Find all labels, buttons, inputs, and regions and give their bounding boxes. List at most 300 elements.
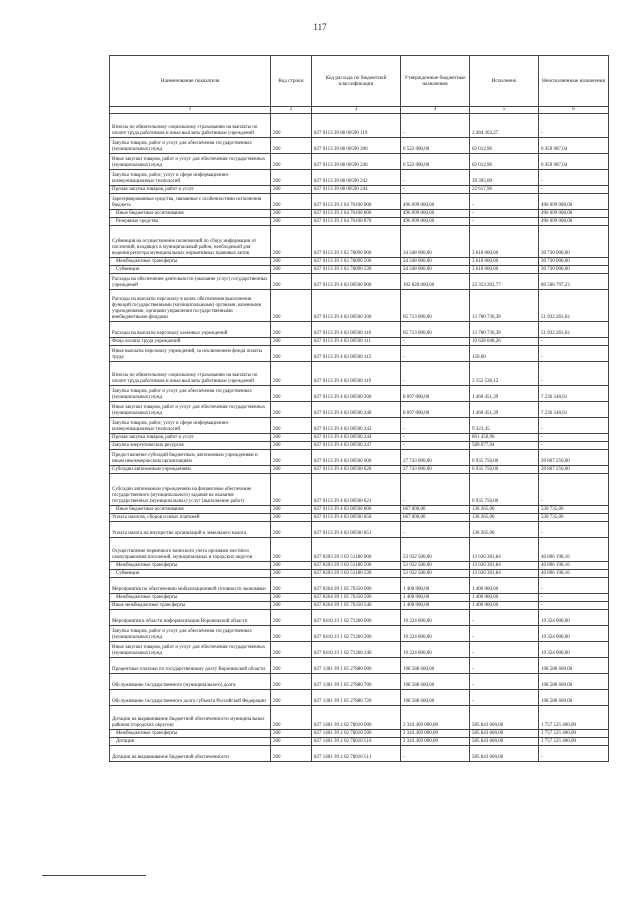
row-code: 200 <box>271 594 312 602</box>
row-kbk: 827 0113 39 4 03 00590 242 <box>312 418 401 434</box>
row-name: Расходы на выплаты персоналу в целях обеспечения выполнения функций государственными (муниципальными) органами, казенными учреждениями, органами управления государственными внебюджетными фондами <box>110 290 271 322</box>
row-plan: - <box>401 522 470 538</box>
row-name: Субсидии автономным учреждениям на финансовое обеспечение государственного (муниципального) задания на оказание государственных (муниципальных) услуг (выполнение работ) <box>110 474 271 506</box>
row-name: Дотации <box>110 738 271 746</box>
table-row <box>110 138 609 154</box>
row-rest: 40 896 198,16 <box>539 538 609 562</box>
header-kbk: Код расхода по бюджетной классификации <box>312 56 401 107</box>
row-code: 200 <box>271 466 312 474</box>
row-plan: 27 743 000,00 <box>401 450 470 466</box>
row-kbk: 827 0113 39 4 03 00590 850 <box>312 514 401 522</box>
row-code: 200 <box>271 386 312 402</box>
row-rest: 40 896 198,16 <box>539 562 609 570</box>
table-row <box>110 610 609 626</box>
table-row <box>110 450 609 466</box>
row-rest: 40 896 198,16 <box>539 570 609 578</box>
row-code: 200 <box>271 186 312 194</box>
row-rest: - <box>539 114 609 138</box>
row-code: 200 <box>271 738 312 746</box>
row-kbk: 827 0204 39 1 05 70350 500 <box>312 594 401 602</box>
table-row <box>110 186 609 194</box>
table-row <box>110 706 609 730</box>
row-code: 200 <box>271 674 312 690</box>
row-rest: 530 735,00 <box>539 514 609 522</box>
table-row <box>110 730 609 738</box>
row-exec: 136 265,00 <box>470 522 539 538</box>
row-rest: 198 588 600,00 <box>539 658 609 674</box>
row-exec: - <box>470 194 539 210</box>
row-rest: - <box>539 434 609 442</box>
row-code: 200 <box>271 602 312 610</box>
row-code: 200 <box>271 474 312 506</box>
row-kbk: 827 0113 39 4 03 00590 111 <box>312 338 401 346</box>
row-exec: 13 036 301,84 <box>470 538 539 562</box>
row-name: Иные бюджетные ассигнования <box>110 210 271 218</box>
row-name: Взносы по обязательному социальному страхованию на выплаты по оплате труда работников и иные выплаты работникам учреждений <box>110 362 271 386</box>
row-exec: - <box>470 674 539 690</box>
row-name: Закупка товаров, работ, услуг в сфере информационно-коммуникационных технологий <box>110 170 271 186</box>
row-rest: - <box>539 594 609 602</box>
row-kbk: 827 0113 39 4 03 00590 119 <box>312 362 401 386</box>
table-row <box>110 258 609 266</box>
row-name: Иные закупки товаров, работ и услуг для обеспечения государственных (муниципальных) нужд <box>110 402 271 418</box>
budget-execution-table <box>109 55 609 762</box>
row-plan: 198 588 600,00 <box>401 690 470 706</box>
row-rest: - <box>539 418 609 434</box>
row-rest: - <box>539 602 609 610</box>
table-row <box>110 442 609 450</box>
row-exec: 1 400 000,00 <box>470 594 539 602</box>
row-rest: 6 459 987,04 <box>539 154 609 170</box>
table-row <box>110 674 609 690</box>
row-plan: 496 099 000,00 <box>401 194 470 210</box>
row-rest: - <box>539 362 609 386</box>
row-code: 200 <box>271 274 312 290</box>
table-row <box>110 434 609 442</box>
row-rest: - <box>539 522 609 538</box>
row-plan: 8 697 000,00 <box>401 402 470 418</box>
colnum-2: 2 <box>271 107 312 114</box>
row-name: Иные закупки товаров, работ и услуг для обеспечения государственных (муниципальных) нужд <box>110 154 271 170</box>
row-name: Иные бюджетные ассигнования <box>110 506 271 514</box>
row-name: Межбюджетные трансферты <box>110 594 271 602</box>
row-name: Закупка товаров, работ и услуг для обеспечения государственных (муниципальных) нужд <box>110 626 271 642</box>
row-kbk: 827 0113 39 4 03 00590 800 <box>312 506 401 514</box>
row-name: Дотации на выравнивание бюджетной обеспеченности муниципальных районов (городских округов) <box>110 706 271 730</box>
colnum-1: 1 <box>110 107 271 114</box>
row-code: 200 <box>271 570 312 578</box>
row-name: Закупка товаров, работ и услуг для обеспечения государственных (муниципальных) нужд <box>110 386 271 402</box>
row-name: Субсидии автономным учреждениям <box>110 466 271 474</box>
row-rest: 80 506 797,23 <box>539 274 609 290</box>
row-plan: 2 343 369 000,00 <box>401 730 470 738</box>
row-kbk: 827 0113 39 3 02 78090 500 <box>312 258 401 266</box>
row-kbk: 827 0113 39 2 04 70100 000 <box>312 194 401 210</box>
row-exec: - <box>470 210 539 218</box>
table-row <box>110 386 609 402</box>
table-row <box>110 514 609 522</box>
row-exec: 1 400 000,00 <box>470 602 539 610</box>
colnum-6: 6 <box>539 107 609 114</box>
row-code: 200 <box>271 506 312 514</box>
row-plan: 2 343 369 000,00 <box>401 738 470 746</box>
row-name: Закупка товаров, работ, услуг в сфере информационно-коммуникационных технологий <box>110 418 271 434</box>
row-name: Дотации на выравнивание бюджетной обеспеченности <box>110 746 271 762</box>
row-kbk: 827 1401 39 2 02 78010 000 <box>312 706 401 730</box>
table-row <box>110 194 609 210</box>
table-row <box>110 474 609 506</box>
table-row <box>110 562 609 570</box>
row-name: Межбюджетные трансферты <box>110 258 271 266</box>
row-rest: - <box>539 746 609 762</box>
row-code: 200 <box>271 450 312 466</box>
row-code: 200 <box>271 746 312 762</box>
row-plan: - <box>401 474 470 506</box>
row-plan: - <box>401 746 470 762</box>
row-exec: 1 460 451,39 <box>470 402 539 418</box>
table-row <box>110 738 609 746</box>
row-code: 200 <box>271 322 312 338</box>
row-exec: 13 780 736,38 <box>470 290 539 322</box>
row-name: Уплата налога на имущество организаций и земельного налога <box>110 522 271 538</box>
header-exec: Исполнено <box>470 56 539 107</box>
row-plan: - <box>401 186 470 194</box>
row-kbk: 827 0113 39 08 00590 240 <box>312 154 401 170</box>
row-kbk: 827 0113 39 08 00590 200 <box>312 138 401 154</box>
row-exec: 13 036 301,84 <box>470 570 539 578</box>
row-rest: 30 730 000,00 <box>539 258 609 266</box>
column-number-row <box>110 107 609 114</box>
row-exec: 585 843 600,00 <box>470 746 539 762</box>
row-plan: - <box>401 418 470 434</box>
row-exec: - <box>470 626 539 642</box>
row-rest: 19 324 000,00 <box>539 610 609 626</box>
row-exec: - <box>470 610 539 626</box>
row-code: 200 <box>271 226 312 258</box>
table-row <box>110 362 609 386</box>
row-kbk: 827 0204 39 1 05 70350 000 <box>312 578 401 594</box>
table-row <box>110 594 609 602</box>
row-name: Прочая закупка товаров, работ и услуг <box>110 186 271 194</box>
row-plan: - <box>401 434 470 442</box>
row-code: 200 <box>271 290 312 322</box>
colnum-5: 5 <box>470 107 539 114</box>
row-kbk: 827 1301 39 1 05 27880 720 <box>312 690 401 706</box>
row-exec: 3 618 000,00 <box>470 266 539 274</box>
row-exec: 585 843 600,00 <box>470 730 539 738</box>
row-kbk: 827 0113 39 3 02 78090 000 <box>312 226 401 258</box>
row-name: Процентные платежи по государственному долгу Воронежской области <box>110 658 271 674</box>
row-kbk: 827 0113 39 2 04 70100 800 <box>312 210 401 218</box>
row-rest: 1 757 525 400,00 <box>539 738 609 746</box>
row-rest: 1 757 525 400,00 <box>539 730 609 738</box>
row-rest: - <box>539 186 609 194</box>
row-kbk: 827 0410 23 1 02 71260 200 <box>312 626 401 642</box>
row-code: 200 <box>271 210 312 218</box>
row-code: 200 <box>271 522 312 538</box>
row-plan: 34 348 000,00 <box>401 226 470 258</box>
row-rest: 7 236 548,61 <box>539 402 609 418</box>
row-plan: 496 099 000,00 <box>401 210 470 218</box>
row-rest: - <box>539 170 609 186</box>
row-kbk: 827 0113 39 4 03 00590 247 <box>312 442 401 450</box>
row-name: Закупка энергетических ресурсов <box>110 442 271 450</box>
row-code: 200 <box>271 690 312 706</box>
row-code: 200 <box>271 338 312 346</box>
row-plan: 102 820 000,00 <box>401 274 470 290</box>
table-row <box>110 346 609 362</box>
row-code: 200 <box>271 538 312 562</box>
row-name: Зарезервированные средства, связанные с особенностями исполнения бюджета <box>110 194 271 210</box>
colnum-4: 4 <box>401 107 470 114</box>
row-rest: 19 324 000,00 <box>539 626 609 642</box>
row-rest: 20 807 250,00 <box>539 466 609 474</box>
table-row <box>110 746 609 762</box>
row-rest: 496 099 000,00 <box>539 218 609 226</box>
row-rest: - <box>539 474 609 506</box>
table-row <box>110 466 609 474</box>
row-plan: - <box>401 362 470 386</box>
row-plan: 8 697 000,00 <box>401 386 470 402</box>
table-row <box>110 226 609 258</box>
row-exec: 62 012,96 <box>470 154 539 170</box>
row-kbk: 827 0113 39 4 03 00590 112 <box>312 346 401 362</box>
row-kbk: 827 0113 39 4 03 00590 620 <box>312 466 401 474</box>
row-name: Мероприятия по обеспечению мобилизационной готовности экономики <box>110 578 271 594</box>
row-code: 200 <box>271 418 312 434</box>
row-rest: - <box>539 346 609 362</box>
row-name: Уплата налогов, сборов и иных платежей <box>110 514 271 522</box>
row-name: Осуществление первичного воинского учета органами местного самоуправления поселений, муниципальных и городских округов <box>110 538 271 562</box>
table-row <box>110 266 609 274</box>
table-row <box>110 690 609 706</box>
table-row <box>110 626 609 642</box>
row-code: 200 <box>271 578 312 594</box>
row-rest: 7 236 548,61 <box>539 386 609 402</box>
row-exec: - <box>470 218 539 226</box>
row-code: 200 <box>271 402 312 418</box>
row-kbk: 827 0113 39 4 03 00590 100 <box>312 290 401 322</box>
row-rest: 51 932 263,62 <box>539 322 609 338</box>
table-row <box>110 170 609 186</box>
row-exec: - <box>470 658 539 674</box>
row-exec: - <box>470 642 539 658</box>
row-rest: 30 730 000,00 <box>539 226 609 258</box>
row-kbk: 827 0113 39 3 02 78090 530 <box>312 266 401 274</box>
row-code: 200 <box>271 362 312 386</box>
row-name: Межбюджетные трансферты <box>110 562 271 570</box>
row-exec: 10 628 048,26 <box>470 338 539 346</box>
row-plan: 496 099 000,00 <box>401 218 470 226</box>
row-name: Прочая закупка товаров, работ и услуг <box>110 434 271 442</box>
row-name: Фонд оплаты труда учреждений <box>110 338 271 346</box>
row-code: 200 <box>271 706 312 730</box>
row-exec: 13 036 301,84 <box>470 562 539 570</box>
row-plan: 198 588 600,00 <box>401 674 470 690</box>
table-row <box>110 506 609 514</box>
table-row <box>110 154 609 170</box>
row-kbk: 827 0113 39 4 03 00590 851 <box>312 522 401 538</box>
row-rest: 1 757 525 400,00 <box>539 706 609 730</box>
row-plan: 27 743 000,00 <box>401 466 470 474</box>
row-name: Субвенции <box>110 266 271 274</box>
row-rest: - <box>539 338 609 346</box>
row-rest: 30 730 000,00 <box>539 266 609 274</box>
table-row <box>110 210 609 218</box>
row-kbk: 827 0113 39 4 03 00590 240 <box>312 402 401 418</box>
row-kbk: 827 0204 39 1 05 70350 540 <box>312 602 401 610</box>
table-row <box>110 418 609 434</box>
row-exec: 62 012,96 <box>470 138 539 154</box>
row-plan: - <box>401 338 470 346</box>
header-code: Код строки <box>271 56 312 107</box>
row-code: 200 <box>271 170 312 186</box>
row-kbk: 827 0113 39 4 03 00590 200 <box>312 386 401 402</box>
row-code: 200 <box>271 154 312 170</box>
table-row <box>110 322 609 338</box>
row-kbk: 827 0113 39 2 04 70100 870 <box>312 218 401 226</box>
footnote-separator <box>42 875 146 876</box>
row-code: 200 <box>271 658 312 674</box>
row-name: Мероприятия в области информатизации Воронежской области <box>110 610 271 626</box>
row-name: Субвенции <box>110 570 271 578</box>
row-code: 200 <box>271 346 312 362</box>
row-kbk: 827 1401 39 2 02 78010 500 <box>312 730 401 738</box>
row-exec: 136 265,00 <box>470 506 539 514</box>
header-plan: Утвержденные бюджетные назначения <box>401 56 470 107</box>
row-exec: 150,00 <box>470 346 539 362</box>
row-code: 200 <box>271 194 312 210</box>
table-row <box>110 538 609 562</box>
row-kbk: 827 0113 39 4 03 00590 600 <box>312 450 401 466</box>
row-rest: 198 588 600,00 <box>539 674 609 690</box>
row-exec: 3 618 000,00 <box>470 226 539 258</box>
row-plan: 19 324 000,00 <box>401 626 470 642</box>
row-exec: 22 313 202,77 <box>470 274 539 290</box>
row-exec: 861 450,90 <box>470 434 539 442</box>
row-kbk: 827 0113 39 4 03 00590 000 <box>312 274 401 290</box>
row-code: 200 <box>271 442 312 450</box>
table-row <box>110 658 609 674</box>
row-code: 200 <box>271 642 312 658</box>
row-rest: 51 932 263,62 <box>539 290 609 322</box>
row-plan: 6 522 000,00 <box>401 138 470 154</box>
row-rest: 530 735,00 <box>539 506 609 514</box>
header-row <box>110 56 609 107</box>
row-exec: 9 323,45 <box>470 418 539 434</box>
row-code: 200 <box>271 138 312 154</box>
table-row <box>110 522 609 538</box>
row-plan: - <box>401 346 470 362</box>
colnum-3: 3 <box>312 107 401 114</box>
row-rest: - <box>539 578 609 594</box>
row-exec: - <box>470 690 539 706</box>
row-plan: - <box>401 114 470 138</box>
row-code: 200 <box>271 114 312 138</box>
row-code: 200 <box>271 610 312 626</box>
row-plan: 6 522 000,00 <box>401 154 470 170</box>
row-exec: 6 935 750,00 <box>470 466 539 474</box>
row-exec: 1 460 451,39 <box>470 386 539 402</box>
row-name: Субвенция на осуществление полномочий по сбору информации от поселений, входящих в муниципальный район, необходимой для ведения регистра муниципальных нормативных правовых актов <box>110 226 271 258</box>
row-plan: 667 000,00 <box>401 514 470 522</box>
row-plan: 19 324 000,00 <box>401 642 470 658</box>
table-row <box>110 402 609 418</box>
row-plan: 1 400 000,00 <box>401 602 470 610</box>
row-plan: - <box>401 442 470 450</box>
table-row <box>110 570 609 578</box>
row-rest: 6 459 987,04 <box>539 138 609 154</box>
row-code: 200 <box>271 434 312 442</box>
table-row <box>110 338 609 346</box>
table-row <box>110 114 609 138</box>
row-kbk: 827 0113 39 08 00590 244 <box>312 186 401 194</box>
row-exec: 39 395,00 <box>470 170 539 186</box>
row-exec: 6 935 750,00 <box>470 450 539 466</box>
row-kbk: 827 1301 39 1 05 27880 000 <box>312 658 401 674</box>
row-exec: 6 935 750,00 <box>470 474 539 506</box>
row-kbk: 827 0410 23 1 02 71260 240 <box>312 642 401 658</box>
row-kbk: 827 0113 39 08 00590 242 <box>312 170 401 186</box>
row-kbk: 827 0113 39 4 03 00590 244 <box>312 434 401 442</box>
row-exec: 3 152 538,12 <box>470 362 539 386</box>
row-plan: 19 324 000,00 <box>401 610 470 626</box>
row-name: Расходы на выплаты персоналу казенных учреждений <box>110 322 271 338</box>
row-plan: 53 932 500,00 <box>401 562 470 570</box>
row-code: 200 <box>271 514 312 522</box>
row-plan: 53 932 500,00 <box>401 570 470 578</box>
row-name: Закупка товаров, работ и услуг для обеспечения государственных (муниципальных) нужд <box>110 138 271 154</box>
row-exec: 2 284 303,27 <box>470 114 539 138</box>
row-exec: 585 843 600,00 <box>470 738 539 746</box>
row-rest: 19 324 000,00 <box>539 642 609 658</box>
row-exec: 13 780 736,38 <box>470 322 539 338</box>
row-kbk: 827 0113 39 4 03 00590 110 <box>312 322 401 338</box>
row-rest: 496 099 000,00 <box>539 210 609 218</box>
row-rest: - <box>539 442 609 450</box>
row-plan: 667 000,00 <box>401 506 470 514</box>
table-row <box>110 274 609 290</box>
row-exec: 589 677,04 <box>470 442 539 450</box>
row-plan: 1 400 000,00 <box>401 578 470 594</box>
table-row <box>110 578 609 594</box>
row-kbk: 827 0203 39 3 03 51180 500 <box>312 562 401 570</box>
row-plan: 34 348 000,00 <box>401 258 470 266</box>
row-name: Иные межбюджетные трансферты <box>110 602 271 610</box>
row-plan: 2 343 369 000,00 <box>401 706 470 730</box>
row-kbk: 827 0410 23 1 02 71260 000 <box>312 610 401 626</box>
row-name: Предоставление субсидий бюджетным, автономным учреждениям и иным некоммерческим организациям <box>110 450 271 466</box>
row-exec: 585 843 600,00 <box>470 706 539 730</box>
row-name: Взносы по обязательному социальному страхованию на выплаты по оплате труда работников и иные выплаты работникам учреждений <box>110 114 271 138</box>
row-kbk: 827 0203 39 3 03 51180 530 <box>312 570 401 578</box>
row-kbk: 827 1401 39 2 02 78010 511 <box>312 746 401 762</box>
row-plan: 34 348 000,00 <box>401 266 470 274</box>
row-kbk: 827 1401 39 2 02 78010 510 <box>312 738 401 746</box>
row-rest: 496 099 000,00 <box>539 194 609 210</box>
row-plan: 1 400 000,00 <box>401 594 470 602</box>
row-plan: 65 713 000,00 <box>401 290 470 322</box>
row-plan: 65 713 000,00 <box>401 322 470 338</box>
page-number: 117 <box>313 22 327 32</box>
row-name: Обслуживание государственного (муниципального) долга <box>110 674 271 690</box>
table-row <box>110 218 609 226</box>
row-name: Обслуживание государственного долга субъекта Российской Федерации <box>110 690 271 706</box>
row-code: 200 <box>271 562 312 570</box>
row-name: Расходы на обеспечение деятельности (оказание услуг) государственных учреждений <box>110 274 271 290</box>
row-plan: 53 932 500,00 <box>401 538 470 562</box>
row-exec: 3 618 000,00 <box>470 258 539 266</box>
